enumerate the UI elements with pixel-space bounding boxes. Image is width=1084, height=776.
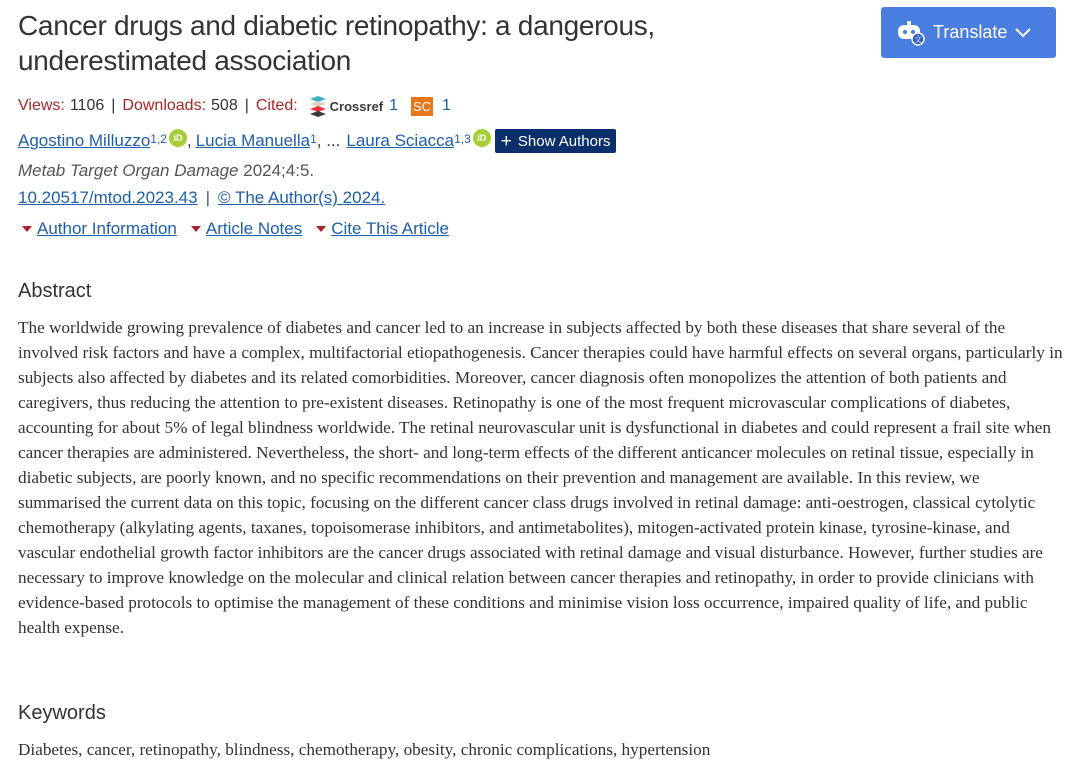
downloads-count: 508 xyxy=(211,97,238,114)
chevron-down-icon xyxy=(1015,28,1031,38)
journal-volume: 2024;4:5. xyxy=(243,161,315,180)
abstract-heading: Abstract xyxy=(18,280,92,302)
journal-name: Metab Target Organ Damage xyxy=(18,161,239,180)
downloads-label: Downloads: xyxy=(122,97,207,114)
plus-icon: + xyxy=(500,130,512,152)
doi-row xyxy=(18,188,385,208)
crossref-label: Crossref xyxy=(329,98,384,114)
crossref-count[interactable]: 1 xyxy=(389,97,399,114)
views-label: Views: xyxy=(18,97,65,114)
author-affiliation: 1 xyxy=(310,132,317,146)
copyright-link[interactable]: © The Author(s) 2024. xyxy=(218,188,386,207)
author-information-link[interactable]: Author Information xyxy=(37,219,177,238)
keywords-text: Diabetes, cancer, retinopathy, blindness, chemotherapy, obesity, chronic complications, hypertension xyxy=(18,740,711,759)
abstract-text: The worldwide growing prevalence of diabetes and cancer led to an increase in subjects affected by both these diseases that share several of the involved risk factors and have a complex, multifactorial etiopathogenesis. Cancer therapies could have harmful effects on several organs, particularly in subjects also affected by diabetes and its related comorbidities. Moreover, cancer diagnosis often monopolizes the attention of both patients and caregivers, thus reducing the attention to pre-existent diseases. Retinopathy is one of the most frequent microvascular complications of diabetes, accounting for about 5% of legal blindness worldwide. The retinal neurovascular unit is dysfunctional in diabetes and could represent a frail site when cancer therapies are administered. Nevertheless, the short- and long-term effects of the different anticancer molecules on retinal tissue, especially in diabetic subjects, are poorly known, and no specific recommendations on their prevention and management are available. In this review, we summarised the current data on this topic, focusing on the different cancer class drugs involved in retinal damage: anti-oestrogen, classical cytolytic chemotherapy (alkylating agents, taxanes, topoisomerase inhibitors, and antimetabolites), mitogen-activated protein kinase, tyrosine-kinase, and vascular endothelial growth factor inhibitors are the cancer drugs associated with retinal damage and visual disturbance. However, further studies are necessary to improve knowledge on the molecular and clinical relation between cancer therapies and retinopathy, in order to provide clinicians with evidence-based protocols to optimise the management of these conditions and minimise vision loss occurrence, impaired quality of life, and public health expense. xyxy=(18,318,1063,637)
author-affiliation: 1,2 xyxy=(150,132,167,146)
author-list xyxy=(18,128,616,154)
article-metrics xyxy=(18,95,451,117)
orcid-icon[interactable]: iD xyxy=(473,129,491,147)
author-link[interactable]: Agostino Milluzzo xyxy=(18,131,151,150)
svg-text:文: 文 xyxy=(914,34,922,44)
article-notes-toggle[interactable] xyxy=(187,219,302,239)
views-count: 1106 xyxy=(69,97,105,114)
caret-down-icon xyxy=(316,226,326,232)
crossref-badge[interactable] xyxy=(308,95,383,117)
article-expanders xyxy=(18,219,459,239)
article-title: Cancer drugs and diabetic retinopathy: a dangerous, underestimated association xyxy=(18,10,655,76)
journal-citation xyxy=(18,161,314,181)
separator: | xyxy=(111,97,116,114)
keywords-heading: Keywords xyxy=(18,702,106,724)
separator: | xyxy=(205,188,211,207)
crossref-icon xyxy=(308,95,328,117)
author-link[interactable]: Laura Sciacca xyxy=(346,131,455,150)
doi-link[interactable]: 10.20517/mtod.2023.43 xyxy=(18,188,198,207)
author-affiliation: 1,3 xyxy=(454,132,471,146)
separator: | xyxy=(244,97,249,114)
scopus-icon[interactable]: SC xyxy=(413,98,432,114)
show-authors-label: Show Authors xyxy=(517,132,611,150)
translate-label: Translate xyxy=(933,22,1008,42)
author-link[interactable]: Lucia Manuella xyxy=(195,131,311,150)
author-information-toggle[interactable] xyxy=(18,219,177,239)
chatbot-icon xyxy=(895,20,925,46)
article-notes-link[interactable]: Article Notes xyxy=(205,219,303,238)
cited-label: Cited: xyxy=(255,97,298,114)
cite-article-toggle[interactable] xyxy=(312,219,449,239)
caret-down-icon xyxy=(191,226,201,232)
author-separator: , xyxy=(186,131,192,150)
show-authors-button[interactable] xyxy=(495,129,617,153)
cite-article-link[interactable]: Cite This Article xyxy=(331,219,450,238)
authors-ellipsis: , ... xyxy=(316,131,341,150)
scopus-count[interactable]: 1 xyxy=(442,97,451,114)
orcid-icon[interactable]: iD xyxy=(169,129,187,147)
translate-button[interactable] xyxy=(881,7,1056,58)
caret-down-icon xyxy=(22,226,32,232)
